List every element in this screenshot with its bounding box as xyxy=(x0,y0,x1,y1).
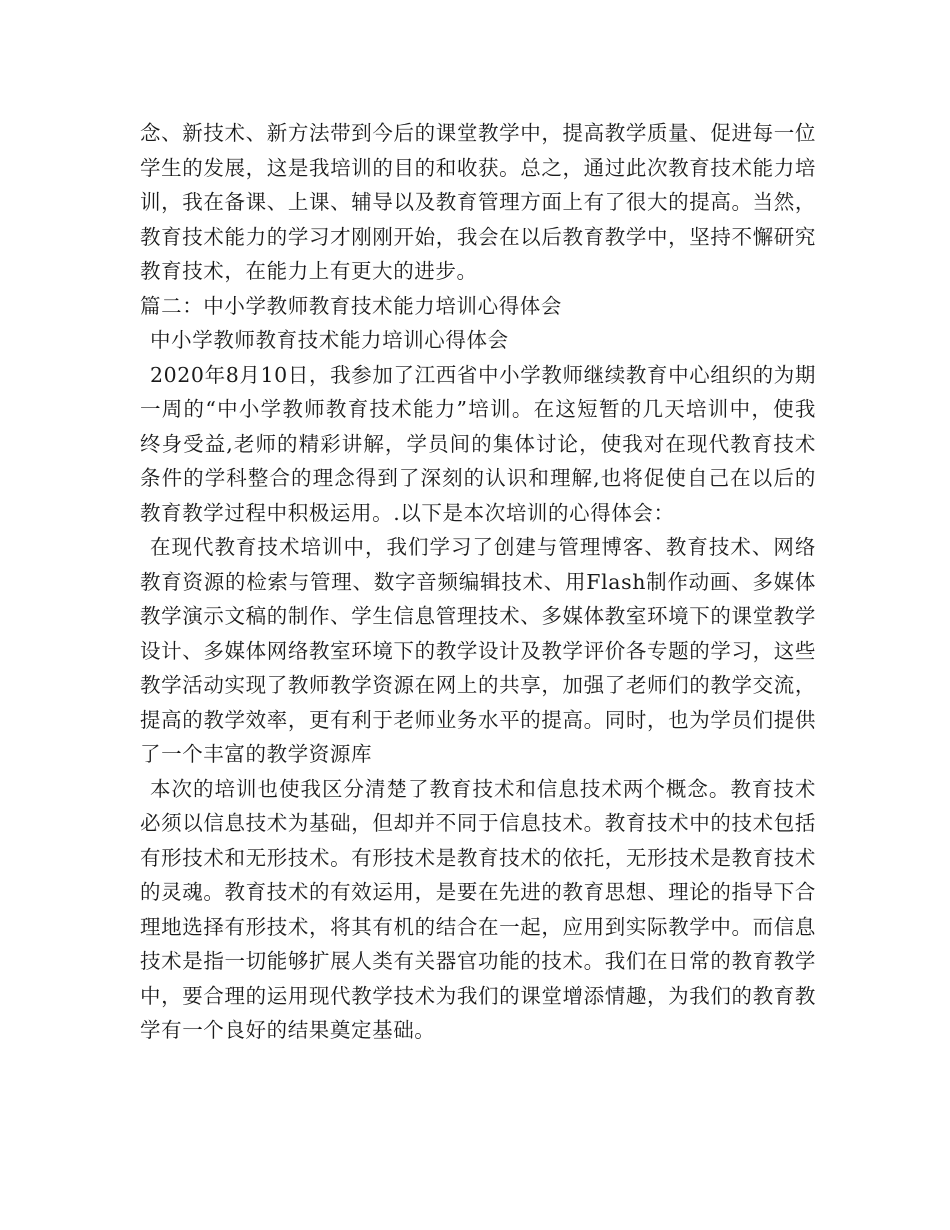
paragraph-training: 在现代教育技术培训中，我们学习了创建与管理博客、教育技术、网络教育资源的检索与管理、数字音频编辑技术、用Flash制作动画、多媒体教学演示文稿的制作、学生信息管理技术、多媒体教室环境下的课堂教学设计、多媒体网络教室环境下的教学设计及教学评价各专题的学习，这些教学活动实现了教师教学资源在网上的共享，加强了老师们的教学交流，提高的教学效率，更有利于老师业务水平的提高。同时，也为学员们提供了一个丰富的教学资源库 xyxy=(140,535,816,766)
paragraph-intro: 2020年8月10日，我参加了江西省中小学教师继续教育中心组织的为期一周的“中小学教师教育技术能力”培训。在这短暂的几天培训中，使我终身受益,老师的精彩讲解，学员间的集体讨论，使我对在现代教育技术条件的学科整合的理念得到了深刻的认识和理解,也将促使自己在以后的教育教学过程中积极运用。.以下是本次培训的心得体会： xyxy=(140,362,816,525)
paragraph-continuation: 念、新技术、新方法带到今后的课堂教学中，提高教学质量、促进每一位学生的发展，这是我培训的目的和收获。总之，通过此次教育技术能力培训，我在备课、上课、辅导以及教育管理方面上有了很大的提高。当然，教育技术能力的学习才刚刚开始，我会在以后教育教学中，坚持不懈研究教育技术，在能力上有更大的进步。 xyxy=(140,121,816,283)
paragraph-concepts: 本次的培训也使我区分清楚了教育技术和信息技术两个概念。教育技术必须以信息技术为基础，但却并不同于信息技术。教育技术中的技术包括有形技术和无形技术。有形技术是教育技术的依托，无形技术是教育技术的灵魂。教育技术的有效运用，是要在先进的教育思想、理论的指导下合理地选择有形技术，将其有机的结合在一起，应用到实际教学中。而信息技术是指一切能够扩展人类有关器官功能的技术。我们在日常的教育教学中，要合理的运用现代教学技术为我们的课堂增添情趣，为我们的教育教学有一个良好的结果奠定基础。 xyxy=(140,776,816,1042)
article-title: 中小学教师教育技术能力培训心得体会 xyxy=(150,328,509,352)
document-body xyxy=(140,116,816,1048)
section-heading: 篇二：中小学教师教育技术能力培训心得体会 xyxy=(140,293,562,318)
